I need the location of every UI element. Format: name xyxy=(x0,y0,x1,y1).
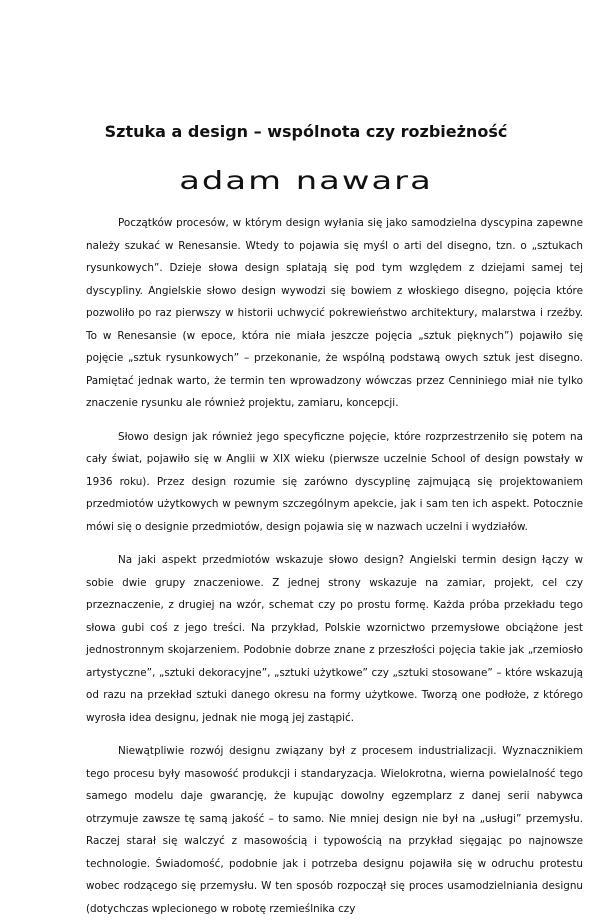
paragraph-3: Na jaki aspekt przedmiotów wskazuje słowo design? Angielski termin design łączy w sobie dwie grupy znaczeniowe. Z jednej strony wskazuje na zamiar, projekt, cel czy przeznaczenie, z drugiej na wzór, schemat czy po prostu formę. Każda próba przekładu tego słowa gubi coś z jego treści. Na przykład, Polskie wzornictwo przemysłowe obciążone jest jednostronnym skojarzeniem. Podobnie dobrze znane z przeszłości pojęcia takie jak „rzemiosło artystyczne”, „sztuki dekoracyjne”, „sztuki użytkowe” czy „sztuki stosowane” – które wskazują od razu na przekład sztuki danego okresu na formy użytkowe. Tworzą one podłoże, z którego wyrosła idea designu, jednak nie mogą jej zastąpić. xyxy=(86,554,583,724)
paragraph-1: Początków procesów, w którym design wyłania się jako samodzielna dyscypina zapewne należy szukać w Renesansie. Wtedy to pojawia się myśl o arti del disegno, tzn. o „sztukach rysunkowych”. Dzieje słowa design splatają się pod tym względem z dziejami samej tej dyscypliny. Angielskie słowo design wywodzi się bowiem z włoskiego disegno, pojęcia które pozwoliło po raz pierwszy w historii uchwycić pokrewieństwo architektury, malarstwa i rzeźby. To w Renesansie (w epoce, która nie miała jeszcze pojęcia „sztuk pięknych”) pojawiło się pojęcie „sztuk rysunkowych” – przekonanie, że wspólną podstawą owych sztuk jest disegno. Pamiętać jednak warto, że termin ten wprowadzony wówczas przez Cenniniego miał nie tylko znaczenie rysunku ale również projektu, zamiaru, koncepcji. xyxy=(86,217,583,409)
author-name: adam nawara xyxy=(179,166,433,195)
paragraph-2: Słowo design jak również jego specyficzne pojęcie, które rozprzestrzeniło się potem na cały świat, pojawiło się w Anglii w XIX wieku (pierwsze uczelnie School of design powstały w 1936 roku). Przez design rozumie się zarówno dyscyplinę zajmującą się projektowaniem przedmiotów użytkowych w pewnym szczególnym apekcie, jak i sam ten ich aspekt. Potocznie mówi się o designie przedmiotów, design pojawia się w nazwach uczelni i wydziałów. xyxy=(86,430,583,533)
document-title: Sztuka a design – wspólnota czy rozbieżność xyxy=(104,122,508,141)
document-body xyxy=(86,212,583,920)
paragraph-4: Niewątpliwie rozwój designu związany był z procesem industrializacji. Wyznacznikiem tego procesu były masowość produkcji i standaryzacja. Wielokrotna, wierna powielalność tego samego modelu daje gwarancję, że kupując dowolny egzemplarz z danej serii nabywca otrzymuje zawsze tę samą jakość – to samo. Nie mniej design nie był na „usługi” przemysłu. Raczej starał się walczyć z masowością i typowością na przykład sięgając po najnowsze technologie. Świadomość, podobnie jak i potrzeba designu pojawiła się w odruchu protestu wobec rodzącego się przemysłu. W ten sposób rozpoczął się proces usamodzielniania designu (dotychczas wplecionego w robotę rzemieślnika czy xyxy=(86,745,583,915)
